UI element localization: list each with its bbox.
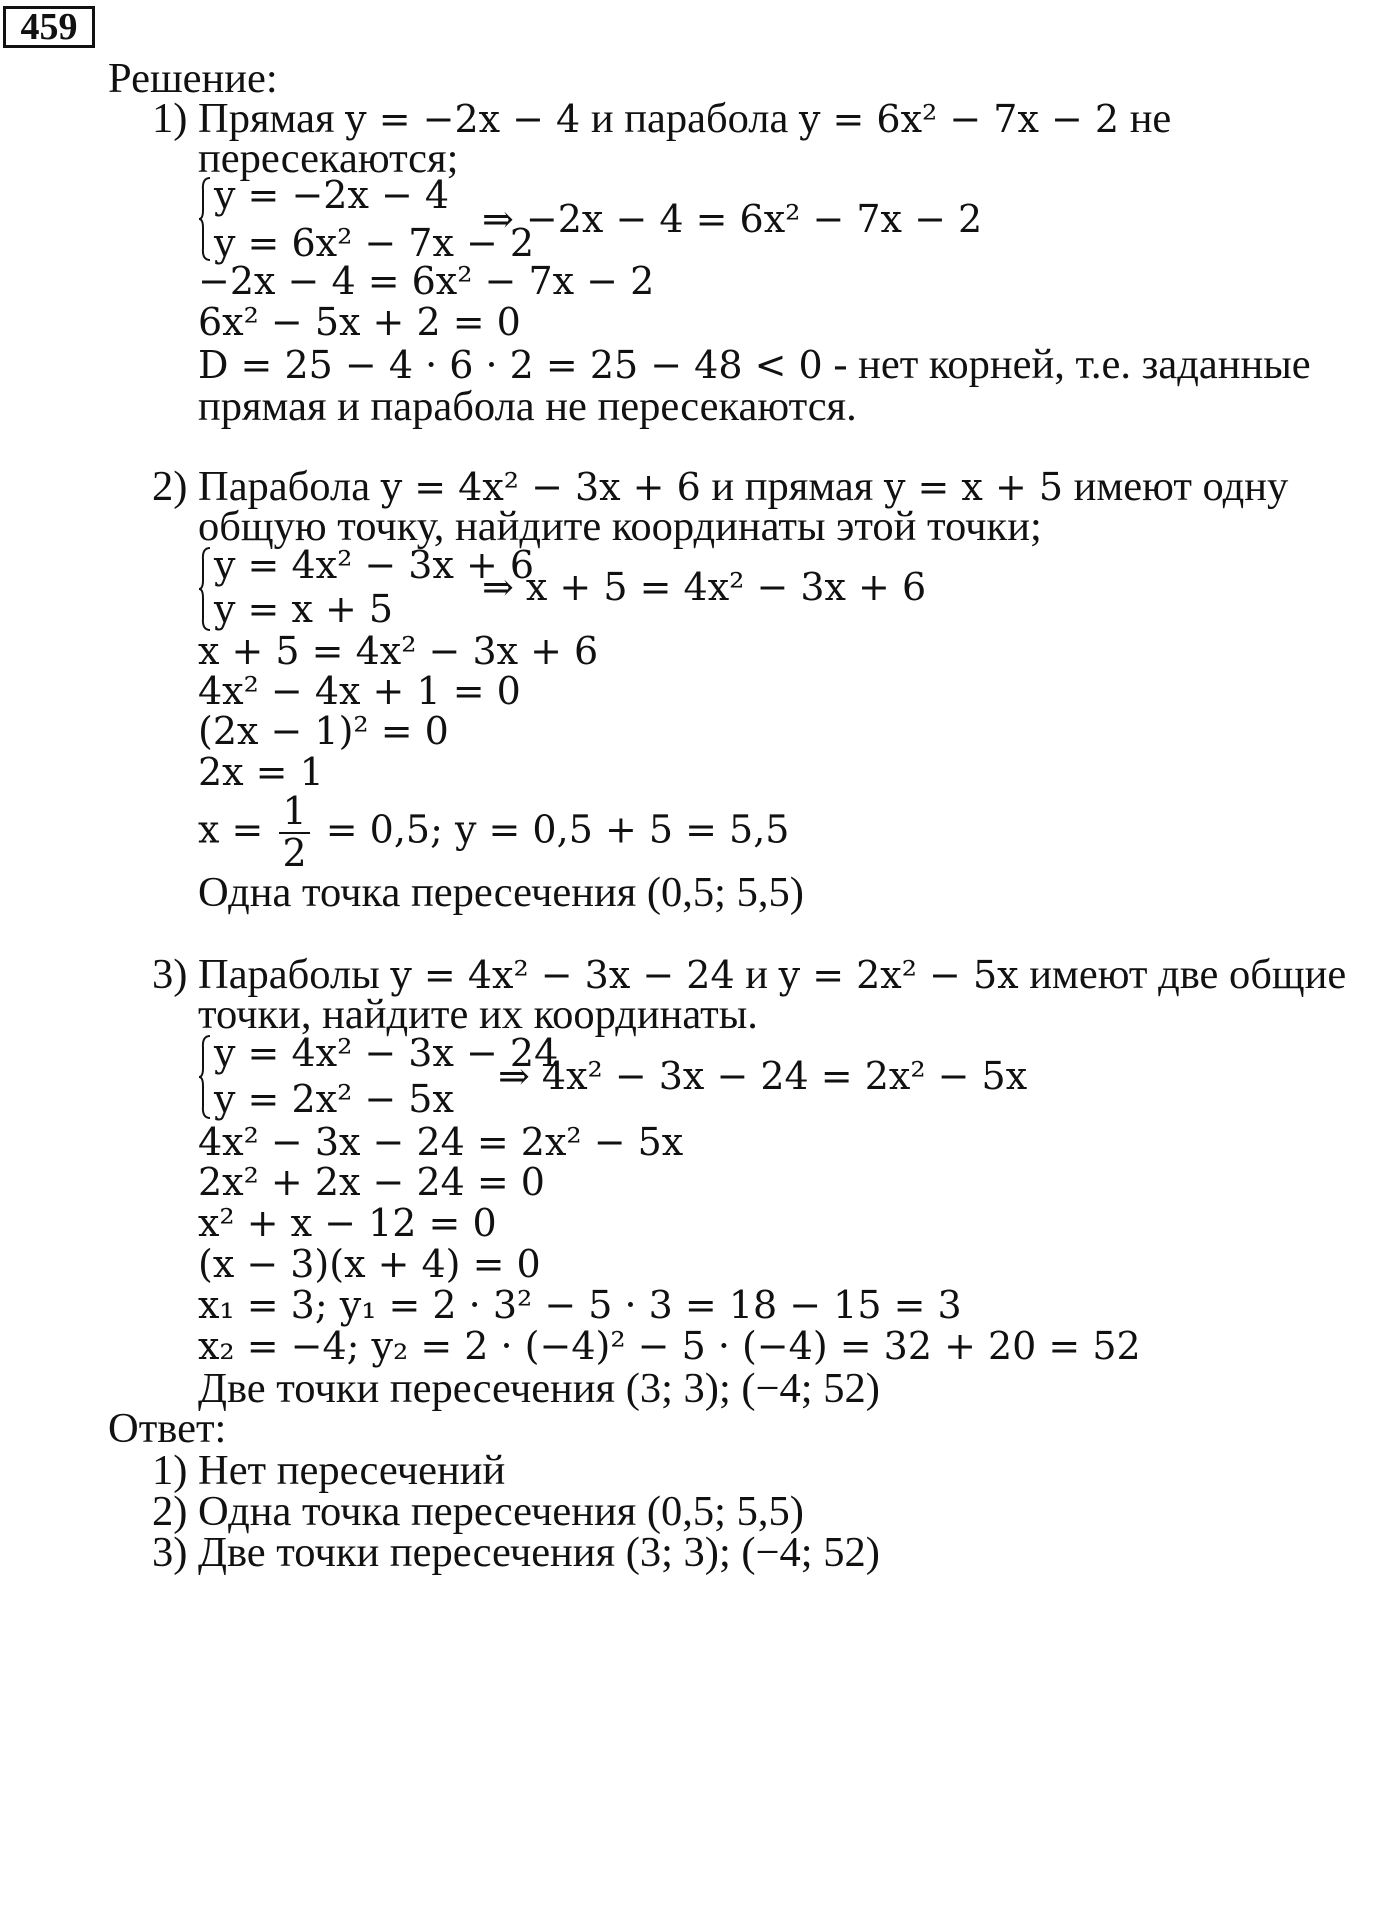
answer-1-text: Нет пересечений <box>198 1447 506 1494</box>
brace-icon <box>198 546 212 632</box>
item-2-step-4: 2x = 1 <box>198 750 324 794</box>
item-1-conclusion: прямая и парабола не пересекаются. <box>198 383 857 430</box>
item-1-intro-b: и парабола <box>590 95 789 142</box>
item-2-conclusion: Одна точка пересечения (0,5; 5,5) <box>198 869 804 916</box>
item-2-fraction-line <box>198 789 790 875</box>
item-3-system-eq1: y = 4x² − 3x − 24 <box>214 1031 559 1075</box>
item-2-step-3: (2x − 1)² = 0 <box>198 709 449 753</box>
item-1-discriminant-line <box>198 341 1311 388</box>
item-3-system-eq2: y = 2x² − 5x <box>214 1077 454 1121</box>
item-1-intro-a: Прямая <box>198 95 335 142</box>
item-1-system-result: ⇒ −2x − 4 = 6x² − 7x − 2 <box>482 197 983 241</box>
item-2-intro-line2: общую точку, найдите координаты этой точки; <box>198 503 1042 550</box>
item-1-intro-c: не <box>1129 95 1172 142</box>
item-3-step-2: 2x² + 2x − 24 = 0 <box>198 1160 545 1204</box>
item-2-system <box>198 543 998 636</box>
answer-2-number: 2) <box>152 1488 188 1535</box>
item-1-system-eq1: y = −2x − 4 <box>214 173 450 217</box>
answer-1-number: 1) <box>152 1447 188 1494</box>
item-3-step-3: x² + x − 12 = 0 <box>198 1201 497 1245</box>
item-2-intro-a: Парабола <box>198 463 371 510</box>
item-2-step-2: 4x² − 4x + 1 = 0 <box>198 669 521 713</box>
item-3-number: 3) <box>152 951 188 998</box>
item-3-step-4: (x − 3)(x + 4) = 0 <box>198 1242 541 1286</box>
solution-label: Решение: <box>108 55 278 102</box>
brace-icon <box>198 176 212 262</box>
item-3-conclusion: Две точки пересечения (3; 3); (−4; 52) <box>198 1365 880 1412</box>
item-1-discriminant-text: - нет корней, т.е. заданные <box>833 341 1311 388</box>
item-3-root-2: x₂ = −4; y₂ = 2 · (−4)² − 5 · (−4) = 32 + 20 = 52 <box>198 1324 1141 1368</box>
item-3-root-1: x₁ = 3; y₁ = 2 · 3² − 5 · 3 = 18 − 15 = 3 <box>198 1283 962 1327</box>
item-3-system <box>198 1031 1028 1124</box>
item-1-discriminant: D = 25 − 4 · 6 · 2 = 25 − 48 < 0 <box>198 343 823 387</box>
item-1-step-1: −2x − 4 = 6x² − 7x − 2 <box>198 259 655 303</box>
item-2-intro-c: имеют одну <box>1073 463 1289 510</box>
item-3-intro-b: и <box>745 951 769 998</box>
item-2-fraction-numerator: 1 <box>279 792 309 834</box>
item-3-system-result: ⇒ 4x² − 3x − 24 = 2x² − 5x <box>498 1054 1028 1098</box>
item-3-intro-c: имеют две общие <box>1029 951 1347 998</box>
answer-2-text: Одна точка пересечения (0,5; 5,5) <box>198 1488 804 1535</box>
item-1-parabola-eq: y = 6x² − 7x − 2 <box>798 97 1120 141</box>
item-2-fraction-rhs: = 0,5; y = 0,5 + 5 = 5,5 <box>325 807 790 852</box>
answer-label: Ответ: <box>108 1405 227 1452</box>
item-3-intro-line2: точки, найдите их координаты. <box>198 991 758 1038</box>
item-2-fraction-denominator: 2 <box>282 830 307 875</box>
item-3-parabola-a-eq: y = 4x² − 3x − 24 <box>390 953 735 997</box>
item-1-step-2: 6x² − 5x + 2 = 0 <box>198 300 521 344</box>
item-2-fraction <box>279 789 309 875</box>
problem-number: 459 <box>3 6 95 48</box>
item-2-parabola-eq: y = 4x² − 3x + 6 <box>380 465 701 509</box>
brace-icon <box>198 1034 212 1120</box>
item-2-intro-b: и прямая <box>711 463 874 510</box>
item-1-system-eq2: y = 6x² − 7x − 2 <box>214 221 535 265</box>
item-2-fraction-lhs: x = <box>198 807 264 852</box>
item-3-intro-a: Параболы <box>198 951 380 998</box>
item-2-step-1: x + 5 = 4x² − 3x + 6 <box>198 629 599 673</box>
item-1-line-eq: y = −2x − 4 <box>345 97 581 141</box>
item-3-step-1: 4x² − 3x − 24 = 2x² − 5x <box>198 1120 684 1164</box>
item-2-system-result: ⇒ x + 5 = 4x² − 3x + 6 <box>482 565 927 609</box>
item-1-intro-line2: пересекаются; <box>198 135 459 182</box>
item-1-system <box>198 173 998 266</box>
answer-3-number: 3) <box>152 1529 188 1576</box>
item-3-parabola-b-eq: y = 2x² − 5x <box>778 953 1019 997</box>
item-2-system-eq1: y = 4x² − 3x + 6 <box>214 543 535 587</box>
answer-3-text: Две точки пересечения (3; 3); (−4; 52) <box>198 1529 880 1576</box>
item-2-system-eq2: y = x + 5 <box>214 587 394 631</box>
item-2-line-eq: y = x + 5 <box>883 465 1064 509</box>
item-2-number: 2) <box>152 463 188 510</box>
item-1-number: 1) <box>152 95 188 142</box>
